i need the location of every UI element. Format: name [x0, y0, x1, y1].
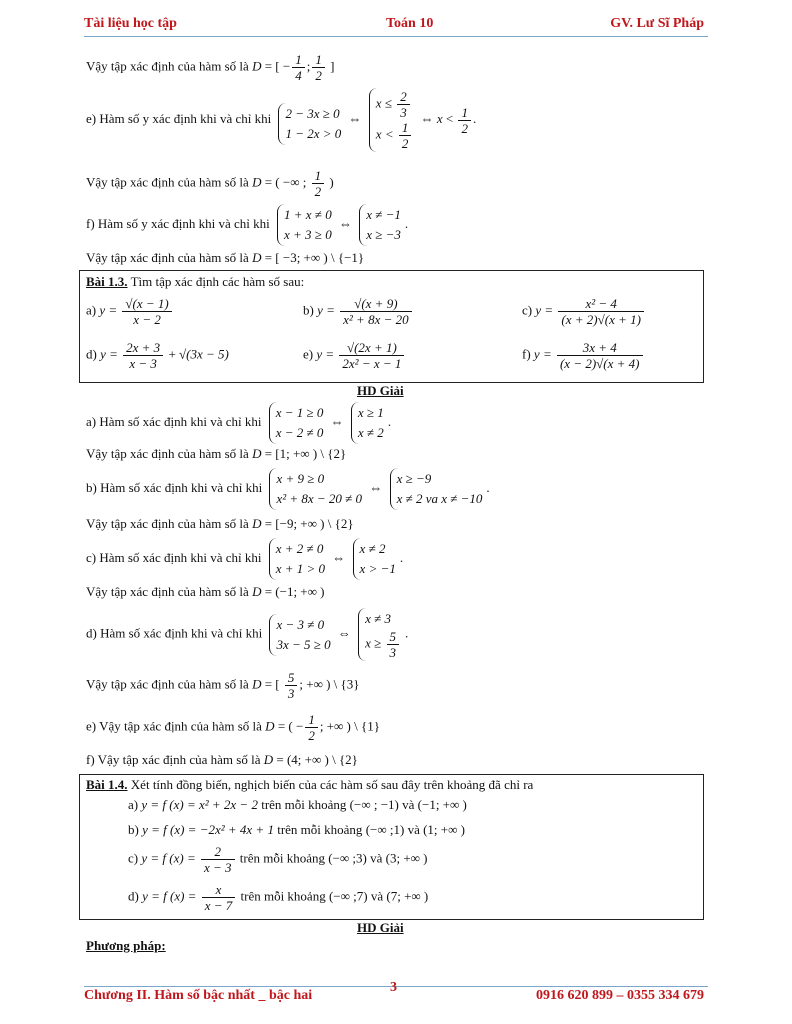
exercise-1-4-title: Bài 1.4. Xét tính đồng biến, nghịch biến của các hàm số sau đây trên khoảng đã chỉ ra — [86, 777, 534, 792]
header-center: Toán 10 — [386, 16, 434, 31]
solution-heading-1: HD Giải — [357, 383, 404, 398]
exercise-1-4-b: b) y = f (x) = −2x² + 4x + 1 trên mỗi khoảng (−∞ ;1) và (1; +∞ ) — [128, 822, 465, 837]
header-right: GV. Lư Sĩ Pháp — [610, 16, 704, 31]
solution-e: e) Vậy tập xác định của hàm số là D = ( − $\frac{1}{2}$ ; +∞ ) \ {1} — [86, 712, 380, 743]
solution-b-result: Vậy tập xác định của hàm số là D = [−9; +∞ ) \ {2} — [86, 516, 354, 531]
page-number: 3 — [390, 980, 397, 995]
exercise-1-4-d: d) y = f (x) = $\frac{x}{x - 7}$ trên mỗi khoảng (−∞ ;7) và (7; +∞ ) — [128, 882, 429, 913]
solution-d-result: Vậy tập xác định của hàm số là D = [ $\frac{5}{3}$ ; +∞ ) \ {3} — [86, 670, 360, 701]
domain-line-f: Vậy tập xác định của hàm số là D = [ −3; +∞ ) \ {−1} — [86, 250, 365, 265]
solution-f: f) Vậy tập xác định của hàm số là D = (4; +∞ ) \ {2} — [86, 752, 358, 767]
exercise-1-3-e: e) y = $\frac{√(2x + 1)}{\text{2x² − x − 1}}$ — [303, 340, 406, 371]
method-label: Phương pháp: — [86, 938, 166, 953]
solution-a: a) Hàm số xác định khi và chỉ khi x − 1 ≥ 0 x − 2 ≠ 0 ⇔ x ≥ 1 x ≠ 2 . — [86, 402, 391, 444]
solution-heading-2: HD Giải — [357, 920, 404, 935]
exercise-1-4-a: a) y = f (x) = x² + 2x − 2 trên mỗi khoảng (−∞ ; −1) và (−1; +∞ ) — [128, 797, 467, 812]
solution-c: c) Hàm số xác định khi và chỉ khi x + 2 ≠ 0 x + 1 > 0 ⇔ x ≠ 2 x > −1 . — [86, 538, 403, 580]
solution-a-result: Vậy tập xác định của hàm số là D = [1; +∞ ) \ {2} — [86, 446, 347, 461]
footer-left: Chương II. Hàm số bậc nhất _ bậc hai — [84, 988, 313, 1003]
solution-b: b) Hàm số xác định khi và chỉ khi x + 9 ≥ 0 x² + 8x − 20 ≠ 0 ⇔ x ≥ −9 x ≠ 2 va x ≠ −10 . — [86, 468, 490, 510]
header-rule — [84, 36, 708, 37]
exercise-1-3-f: f) y = $\frac{3x + 4}{(x - 2)√(x + 4)}$ — [522, 340, 645, 371]
exercise-1-3-title: Bài 1.3. Tìm tập xác định các hàm số sau: — [86, 274, 305, 289]
exercise-1-3-c: c) y = $\frac{\text{x² − 4}}{(x + 2)√(x + 1)}$ — [522, 296, 646, 327]
exercise-1-3-row1: a) y = $\frac{√(x - 1)}{x - 2}$ — [86, 296, 174, 327]
domain-line-d: Vậy tập xác định của hàm số là D = [ − $\frac{1}{4}$ ; $\frac{1}{2}$ ] — [86, 52, 335, 83]
solution-d: d) Hàm số xác định khi và chỉ khi x − 3 ≠ 0 3x − 5 ≥ 0 ⇔ x ≠ 3 x ≥ $\frac{5}{3}$ . — [86, 608, 408, 661]
domain-line-e: Vậy tập xác định của hàm số là D = ( −∞ ; $\frac{1}{2}$ ) — [86, 168, 334, 199]
page-header — [84, 16, 704, 36]
solution-c-result: Vậy tập xác định của hàm số là D = (−1; +∞ ) — [86, 584, 325, 599]
exercise-1-4-c: c) y = f (x) = $\frac{2}{x - 3}$ trên mỗi khoảng (−∞ ;3) và (3; +∞ ) — [128, 844, 428, 875]
footer-right: 0916 620 899 – 0355 334 679 — [536, 988, 704, 1003]
header-left: Tài liệu học tập — [84, 16, 177, 31]
exercise-1-3-d: d) y = $\frac{2x + 3}{x - 3}$ + √(3x − 5) — [86, 340, 229, 371]
condition-line-f: f) Hàm số y xác định khi và chỉ khi 1 + x ≠ 0 x + 3 ≥ 0 ⇔ x ≠ −1 x ≥ −3 . — [86, 204, 408, 246]
exercise-1-3-b: b) y = $\frac{√(x + 9)}{\text{x² + 8x − 20}}$ — [303, 296, 414, 327]
condition-line-e: e) Hàm số y xác định khi và chỉ khi 2 − 3x ≥ 0 1 − 2x > 0 ⇔ x ≤ $\frac{2}{3}$ x < $\frac{1}{2}$ ⇔ x < $\frac{1}{2}$ . — [86, 89, 477, 151]
